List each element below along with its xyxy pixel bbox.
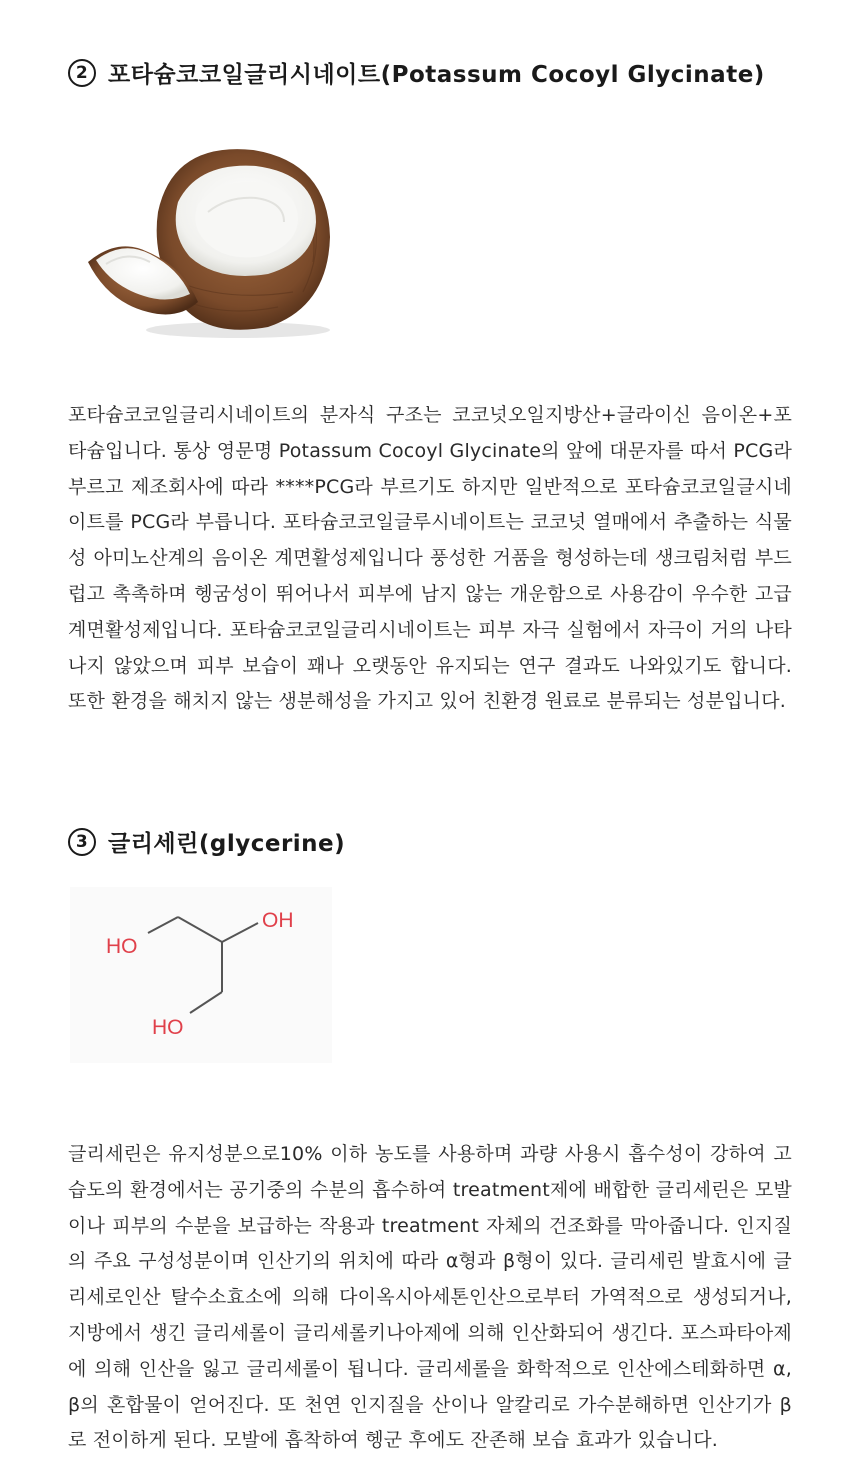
- section-2-paragraph: 포타슘코코일글리시네이트의 분자식 구조는 코코넛오일지방산+글라이신 음이온+포타슘입니다. 통상 영문명 Potassum Cocoyl Glycinate의 앞에 대문자를 따서 PCG라 부르고 제조회사에 따라 ****PCG라 부르기도 하지만 일반적으로 포타슘코코일글시네이트를 PCG라 부릅니다. 포타슘코코일글루시네이트는 코코넛 열매에서 추출하는 식물성 아미노산계의 음이온 계면활성제입니다 풍성한 거품을 형성하는데 생크림처럼 부드럽고 촉촉하며 헹굼성이 뛰어나서 피부에 남지 않는 개운함으로 사용감이 우수한 고급 계면활성제입니다. 포타슘코코일글리시네이트는 피부 자극 실험에서 자극이 거의 나타나지 않았으며 피부 보습이 꽤나 오랫동안 유지되는 연구 결과도 나와있기도 합니다. 또한 환경을 해치지 않는 생분해성을 가지고 있어 친환경 원료로 분류되는 성분입니다.: [68, 404, 792, 713]
- section-3-heading: [68, 825, 345, 858]
- structure-bonds: [148, 917, 258, 1013]
- structure-label-ho-left: HO: [106, 935, 138, 958]
- section-3-number: 3: [68, 828, 96, 856]
- structure-label-oh-right: OH: [262, 909, 294, 932]
- section-3-title: 글리세린(glycerine): [108, 831, 346, 857]
- section-3-paragraph: 글리세린은 유지성분으로10% 이하 농도를 사용하며 과량 사용시 흡수성이 강하여 고습도의 환경에서는 공기중의 수분의 흡수하여 treatment제에 배합한 글리세린은 모발이나 피부의 수분을 보급하는 작용과 treatment 자체의 건조화를 막아줍니다. 인지질의 주요 구성성분이며 인산기의 위치에 따라 α형과 β형이 있다. 글리세린 발효시에 글리세로인산 탈수소효소에 의해 다이옥시아세톤인산으로부터 가역적으로 생성되거나, 지방에서 생긴 글리세롤이 글리세롤키나아제에 의해 인산화되어 생긴다. 포스파타아제에 의해 인산을 잃고 글리세롤이 됩니다. 글리세롤을 화학적으로 인산에스테화하면 α, β의 혼합물이 얻어진다. 또 천연 인지질을 산이나 알칼리로 가수분해하면 인산기가 β로 전이하게 된다. 모발에 흡착하여 헹군 후에도 잔존해 보습 효과가 있습니다.: [68, 1143, 792, 1452]
- glycerol-structure-diagram: [70, 887, 332, 1063]
- section-2-heading: [68, 56, 765, 89]
- structure-label-ho-bottom: HO: [152, 1016, 184, 1039]
- section-2-title: 포타슘코코일글리시네이트(Potassum Cocoyl Glycinate): [108, 62, 765, 88]
- coconut-image: [78, 142, 334, 342]
- section-2-number: 2: [68, 59, 96, 87]
